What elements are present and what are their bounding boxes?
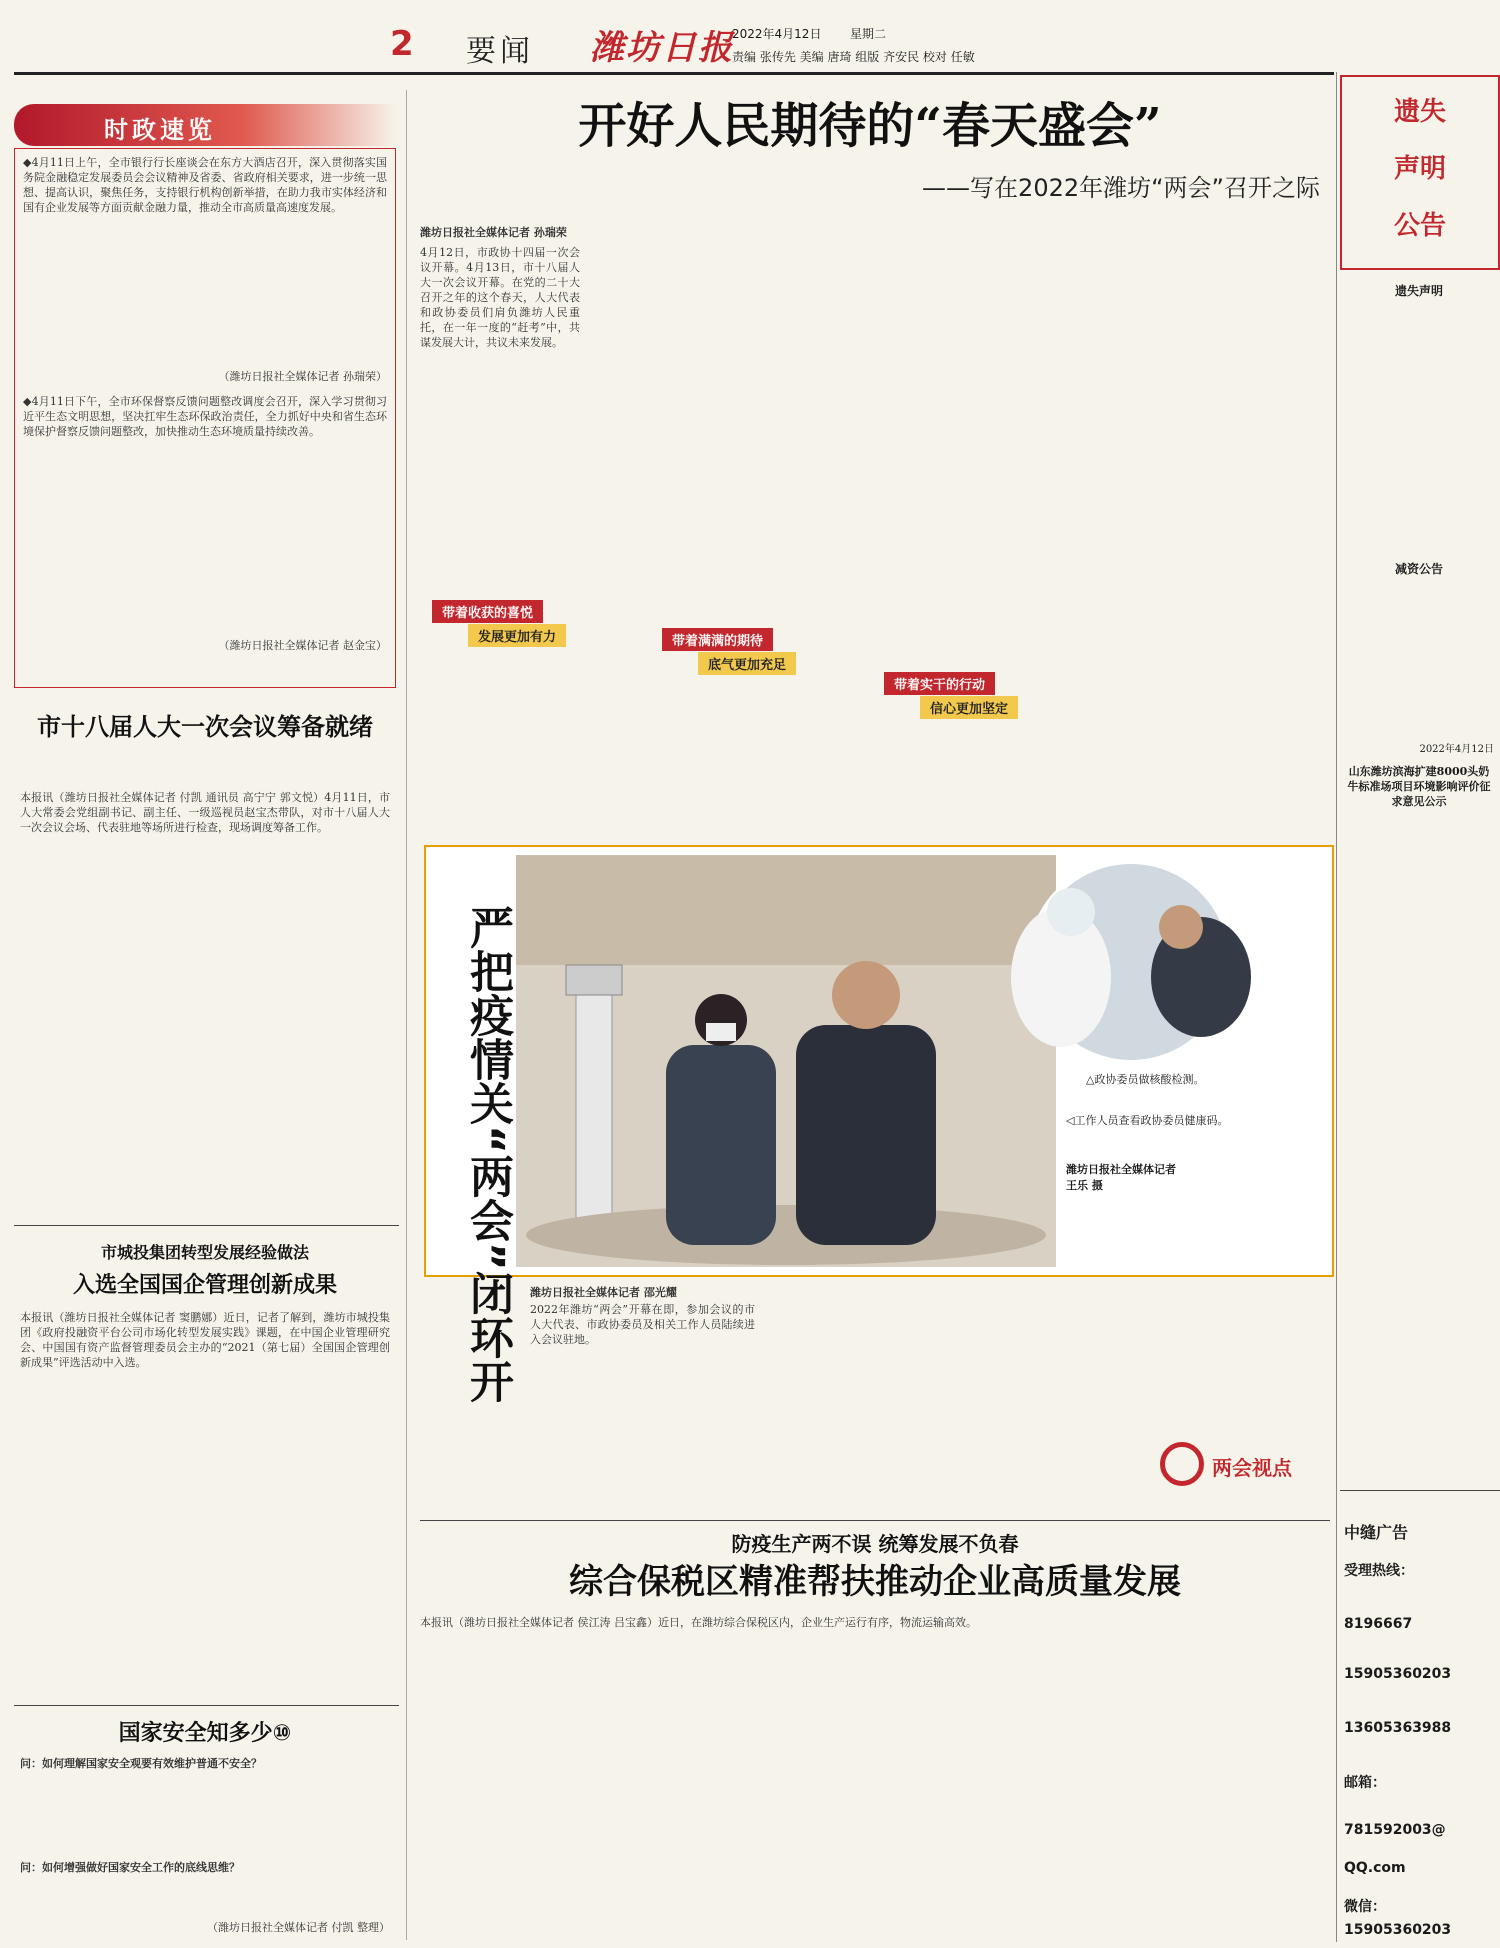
phone-2: 15905360203 (1344, 1666, 1452, 1682)
notice-heading: 遗失声明 (1394, 284, 1443, 298)
two-sessions-stamp (1160, 1440, 1330, 1490)
left-article-1-headline: 市十八届人大一次会议筹备就绪 (37, 713, 373, 741)
shizheng-banner-title: 时政速览 (104, 116, 216, 144)
notice-title-box (1340, 75, 1500, 270)
photo-feature-byline: 潍坊日报社全媒体记者 邵光耀 (530, 1286, 677, 1299)
bottom-article-headline: 综合保税区精准帮扶推动企业高质量发展 (569, 1562, 1181, 1602)
right-column-divider (1336, 72, 1337, 1942)
subhead-bar: 带着满满的期待 (662, 628, 773, 651)
ad-section-label: 中缝广告 (1344, 1523, 1409, 1542)
caption-1: △政协委员做核酸检测。 (1086, 1073, 1205, 1086)
photo-feature-headline: 严把疫情关“两会”闭环开 (462, 905, 513, 1403)
notice-title-1: 遗失 (1393, 97, 1446, 127)
bottom-article-kicker: 防疫生产两不误 统筹发展不负春 (731, 1532, 1019, 1556)
left-article-2-body: 本报讯（潍坊日报社全媒体记者 窦鹏娜）近日，记者了解到，潍坊市城投集团《政府投融资平台公司市场化转型发展实践》课题，在中国企业管理研究会、中国国有资产监督管理委员会主办的“2021（第七届）全国国企管理创新成果”评选活动中入选。 (20, 1311, 390, 1369)
ad-2-heading: 减资公告 (1394, 562, 1443, 576)
subhead-pill: 发展更加有力 (468, 624, 566, 647)
photo-feature-lead: 2022年潍坊“两会”开幕在即，参加会议的市人大代表、市政协委员及相关工作人员陆续进入会议驻地。 (530, 1303, 755, 1346)
subhead-pill: 信心更加坚定 (920, 696, 1018, 719)
shizheng-item-1-byline: （潍坊日报社全媒体记者 孙瑞荣） (218, 370, 387, 383)
phone-3: 13605363988 (1344, 1720, 1452, 1736)
editors-line: 责编 张传先 美编 唐琦 组版 齐安民 校对 任敏 (732, 50, 975, 64)
masthead (0, 0, 1500, 80)
main-feature-lead: 4月12日，市政协十四届一次会议开幕。4月13日，市十八届人大一次会议开幕。在党的二十大召开之年的这个春天，人大代表和政协委员们肩负潍坊人民重托，在一年一度的“赶考”中，共谋发展大计，共议未来发展。 (420, 246, 580, 349)
left-column-divider (406, 90, 407, 1940)
left-article-2-headline: 入选全国国企管理创新成果 (72, 1273, 337, 1298)
inset-photo (931, 857, 1326, 1067)
left-article-3-q1: 问：如何理解国家安全观要有效维护普通不安全？ (20, 1757, 262, 1770)
masthead-rule (14, 72, 1334, 75)
shizheng-box (14, 148, 396, 688)
wechat-value: 15905360203 (1344, 1922, 1452, 1938)
section-name: 要闻 (466, 34, 534, 69)
hotline-label: 受理热线： (1344, 1563, 1414, 1579)
page-number: 2 (390, 24, 414, 64)
divider (1340, 1490, 1500, 1491)
photo-feature-frame (424, 845, 1334, 1277)
subhead-bar: 带着实干的行动 (884, 672, 995, 695)
email-value: 781592003@ (1344, 1822, 1446, 1838)
subhead-bar: 带着收获的喜悦 (432, 600, 543, 623)
paper-logo: 潍坊日报 (590, 28, 734, 68)
subhead-pill: 底气更加充足 (698, 652, 796, 675)
stamp-label: 两会视点 (1212, 1456, 1292, 1480)
phone-1: 8196667 (1344, 1616, 1413, 1632)
caption-2: ◁工作人员查看政协委员健康码。 (1066, 1114, 1229, 1127)
notice-title-3: 公告 (1393, 211, 1446, 241)
issue-weekday: 星期二 (850, 27, 887, 41)
left-article-3-byline: （潍坊日报社全媒体记者 付凯 整理） (207, 1921, 390, 1934)
shizheng-item-2-byline: （潍坊日报社全媒体记者 赵金宝） (218, 639, 387, 652)
left-article-1-body: 本报讯（潍坊日报社全媒体记者 付凯 通讯员 高宁宁 郭文悦）4月11日，市人大常委会党组副书记、副主任、一级巡视员赵宝杰带队，对市十八届人大一次会议会场、代表驻地等场所进行检查，现场调度筹备工作。 (20, 791, 390, 834)
shizheng-banner (14, 104, 396, 146)
divider (420, 1520, 1330, 1521)
stamp-eye-icon (1160, 1442, 1204, 1486)
notice-date: 2022年4月12日 (1419, 744, 1494, 755)
divider (14, 1225, 399, 1226)
main-feature-subhead: ——写在2022年潍坊“两会”召开之际 (922, 174, 1320, 202)
left-article-3-headline: 国家安全知多少⑩ (118, 1721, 292, 1746)
email-domain: QQ.com (1344, 1860, 1406, 1876)
notice-title-2: 声明 (1393, 154, 1446, 184)
main-feature-byline: 潍坊日报社全媒体记者 孙瑞荣 (420, 226, 567, 239)
main-feature-headline: 开好人民期待的“春天盛会” (578, 98, 1162, 154)
wechat-label: 微信： (1344, 1899, 1386, 1915)
left-article-3-q2: 问：如何增强做好国家安全工作的底线思维？ (20, 1861, 240, 1874)
shizheng-item-2: ◆4月11日下午，全市环保督察反馈问题整改调度会召开，深入学习贯彻习近平生态文明思想，坚决扛牢生态环保政治责任，全力抓好中央和省生态环境保护督察反馈问题整改，加快推动生态环境质量持续改善。 (23, 395, 387, 438)
ad-3-heading: 山东潍坊滨海扩建8000头奶牛标准场项目环境影响评价征求意见公示 (1347, 765, 1491, 808)
email-label: 邮箱： (1344, 1775, 1386, 1791)
photo-credit-name: 王乐 摄 (1066, 1179, 1103, 1192)
left-article-2-kicker: 市城投集团转型发展经验做法 (100, 1243, 309, 1262)
issue-date: 2022年4月12日 (732, 27, 822, 41)
shizheng-item-1: ◆4月11日上午，全市银行行长座谈会在东方大酒店召开，深入贯彻落实国务院金融稳定发展委员会会议精神及省委、省政府相关要求，进一步统一思想、提高认识，聚焦任务，支持银行机构创新举措，在助力我市实体经济和国有企业发展等方面贡献金融力量，推动全市高质量高速度发展。 (23, 156, 387, 214)
photo-credit-label: 潍坊日报社全媒体记者 (1066, 1163, 1176, 1176)
bottom-article-body: 本报讯（潍坊日报社全媒体记者 侯江涛 吕宝鑫）近日，在潍坊综合保税区内，企业生产运行有序，物流运输高效。 (420, 1616, 977, 1629)
divider (14, 1705, 399, 1706)
